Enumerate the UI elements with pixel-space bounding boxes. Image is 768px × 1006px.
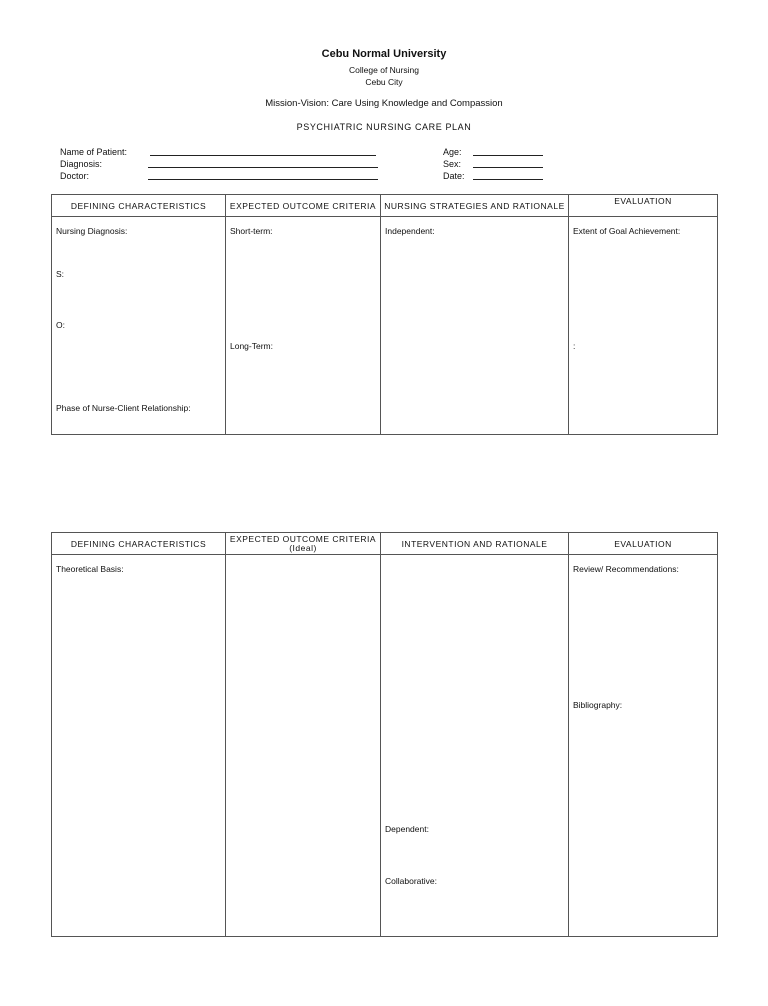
care-plan-table-1 [51, 194, 718, 435]
header-ideal-label: (Ideal) [289, 542, 317, 553]
dependent-label: Dependent: [385, 824, 429, 834]
theoretical-basis-label: Theoretical Basis: [56, 564, 124, 574]
name-of-patient-field[interactable] [150, 155, 376, 156]
age-field[interactable] [473, 155, 543, 156]
collaborative-label: Collaborative: [385, 876, 437, 886]
objective-label: O: [56, 320, 65, 330]
defining-characteristics-cell[interactable] [52, 217, 226, 435]
header-nursing-strategies: NURSING STRATEGIES AND RATIONALE [381, 195, 569, 217]
expected-outcome-cell-2[interactable] [226, 555, 381, 937]
long-term-label: Long-Term: [230, 341, 273, 351]
review-recommendations-label: Review/ Recommendations: [573, 564, 679, 574]
sex-label: Sex: [443, 159, 462, 169]
date-label: Date: [443, 171, 465, 181]
evaluation-cell[interactable] [569, 217, 718, 435]
nursing-strategies-cell[interactable] [381, 217, 569, 435]
header-intervention-rationale: INTERVENTION AND RATIONALE [381, 533, 569, 555]
age-label: Age: [443, 147, 462, 157]
independent-label: Independent: [385, 226, 435, 236]
header-evaluation-label: EVALUATION [614, 196, 672, 206]
name-of-patient-label: Name of Patient: [60, 147, 128, 157]
header-expected-outcome-label: EXPECTED OUTCOME CRITERIA [229, 533, 377, 544]
header-defining-characteristics: DEFINING CHARACTERISTICS [52, 195, 226, 217]
patient-info-right [443, 146, 553, 186]
theoretical-basis-cell[interactable] [52, 555, 226, 937]
expected-outcome-cell[interactable] [226, 217, 381, 435]
care-plan-table-2 [51, 532, 718, 937]
doctor-label: Doctor: [60, 171, 90, 181]
nursing-diagnosis-label: Nursing Diagnosis: [56, 226, 128, 236]
diagnosis-label: Diagnosis: [60, 159, 103, 169]
bibliography-label: Bibliography: [573, 700, 623, 710]
header-defining-characteristics-2: DEFINING CHARACTERISTICS [52, 533, 226, 555]
phase-label: Phase of Nurse-Client Relationship: [56, 403, 191, 413]
subjective-label: S: [56, 269, 65, 279]
short-term-label: Short-term: [230, 226, 273, 236]
mission-vision: Mission-Vision: Care Using Knowledge and Compassion [265, 98, 503, 109]
date-field[interactable] [473, 179, 543, 180]
doctor-field[interactable] [148, 179, 378, 180]
header-expected-outcome-criteria-2 [226, 533, 381, 555]
header-evaluation [569, 195, 718, 217]
intervention-cell[interactable] [381, 555, 569, 937]
sex-field[interactable] [473, 167, 543, 168]
header-evaluation-2: EVALUATION [569, 533, 718, 555]
city-name: Cebu City [365, 77, 403, 87]
diagnosis-field[interactable] [148, 167, 378, 168]
evaluation-cell-2[interactable] [569, 555, 718, 937]
evaluation-colon: : [573, 341, 576, 351]
university-name: Cebu Normal University [321, 48, 447, 60]
header-expected-outcome-criteria: EXPECTED OUTCOME CRITERIA [226, 195, 381, 217]
plan-title: PSYCHIATRIC NURSING CARE PLAN [296, 122, 472, 132]
extent-of-goal-label: Extent of Goal Achievement: [573, 226, 681, 236]
patient-info-left [60, 146, 390, 186]
college-name: College of Nursing [349, 65, 419, 75]
